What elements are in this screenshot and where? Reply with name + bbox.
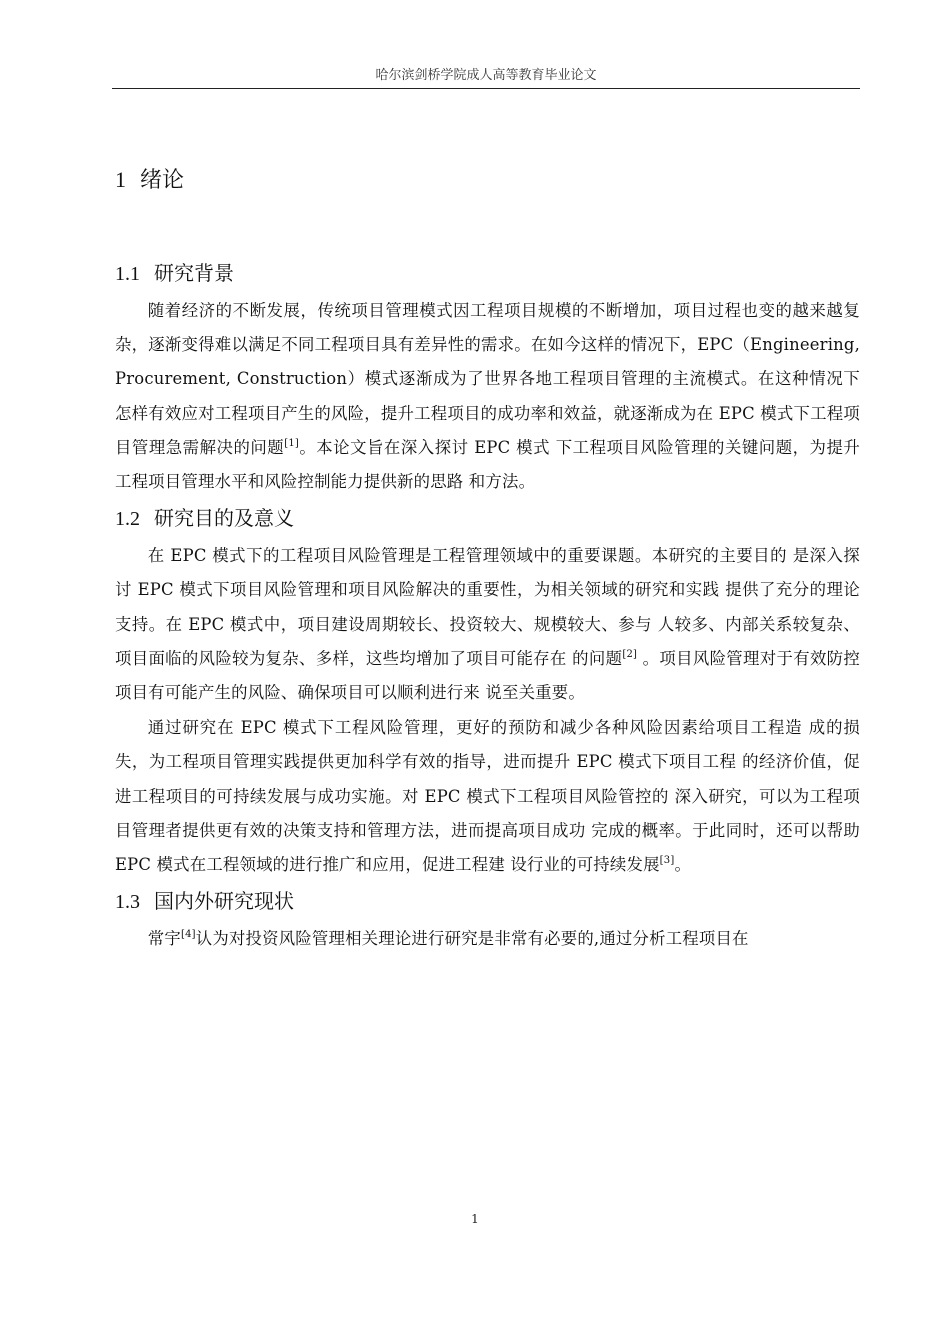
chapter-title: 绪论 (140, 168, 185, 193)
citation-ref: [2] (622, 648, 638, 660)
section-title: 研究背景 (154, 261, 234, 285)
section-number: 1.1 (115, 263, 140, 285)
section-heading-1-2 (115, 500, 860, 537)
section-title: 国内外研究现状 (154, 889, 294, 914)
paragraph-text: 。 (674, 855, 692, 875)
paragraph-text: 随着经济的不断发展，传统项目管理模式因工程项目规模的不断增加，项目过程也变的越来越复杂，逐渐变得难以满足不同工程项目具有差异性的需求。在如今这样的情况下，EPC（Engineering, Procurement, Construction）模式逐渐成为了世界各地工程项目管理的主流模式。在这种情况下怎样有效应对工程项目产生的风险，提升工程项目的成功率和效益，就逐渐成为在 EPC 模式下工程项目管理急需解决的问题 (115, 301, 860, 457)
section-title: 研究目的及意义 (154, 506, 294, 531)
paragraph-significance (115, 711, 860, 882)
paragraph-background (115, 294, 860, 499)
page-body (115, 160, 860, 957)
chapter-heading (115, 160, 860, 201)
section-number: 1.2 (115, 508, 140, 531)
section-number: 1.3 (115, 891, 140, 914)
paragraph-purpose (115, 539, 860, 710)
section-heading-1-1 (115, 255, 860, 292)
citation-ref: [3] (659, 855, 675, 867)
paragraph-text: 在 EPC 模式下的工程项目风险管理是工程管理领域中的重要课题。本研究的主要目的 是深入探讨 EPC 模式下项目风险管理和项目风险解决的重要性，为相关领域的研究和实践 提供了充分的理论支持。在 EPC 模式中，项目建设周期较长、投资较大、规模较大、参与 人较多、内部关系较复杂、项目面临的风险较为复杂、多样，这些均增加了项目可能存在 的问题 (115, 546, 860, 668)
paragraph-text: 认为对投资风险管理相关理论进行研究是非常有必要的,通过分析工程项目在 (195, 929, 749, 949)
running-header: 哈尔滨剑桥学院成人高等教育毕业论文 (375, 68, 597, 83)
citation-ref: [4] (180, 929, 196, 941)
header-divider (112, 88, 860, 89)
paragraph-text: 。项目风险管理对于有效防控项目有可能产生的风险、确保项目可以顺利进行来 说至关重要。 (115, 648, 860, 703)
chapter-number: 1 (115, 167, 126, 192)
paragraph-research-status (115, 922, 860, 956)
citation-ref: [1] (284, 437, 299, 449)
page-number: 1 (471, 1212, 479, 1226)
paragraph-text: 。本论文旨在深入探讨 EPC 模式 下工程项目风险管理的关键问题，为提升工程项目管理水平和风险控制能力提供新的思路 和方法。 (115, 437, 860, 492)
paragraph-text: 通过研究在 EPC 模式下工程风险管理，更好的预防和减少各种风险因素给项目工程造 成的损失，为工程项目管理实践提供更加科学有效的指导，进而提升 EPC 模式下项目工程 的经济价值，促进工程项目的可持续发展与成功实施。对 EPC 模式下工程项目风险管控的 深入研究，可以为工程项目管理者提供更有效的决策支持和管理方法，进而提高项目成功 完成的概率。于此同时，还可以帮助 EPC 模式在工程领域的进行推广和应用，促进工程建 设行业的可持续发展 (115, 718, 860, 875)
section-heading-1-3 (115, 883, 860, 920)
paragraph-text: 常宇 (147, 929, 181, 949)
